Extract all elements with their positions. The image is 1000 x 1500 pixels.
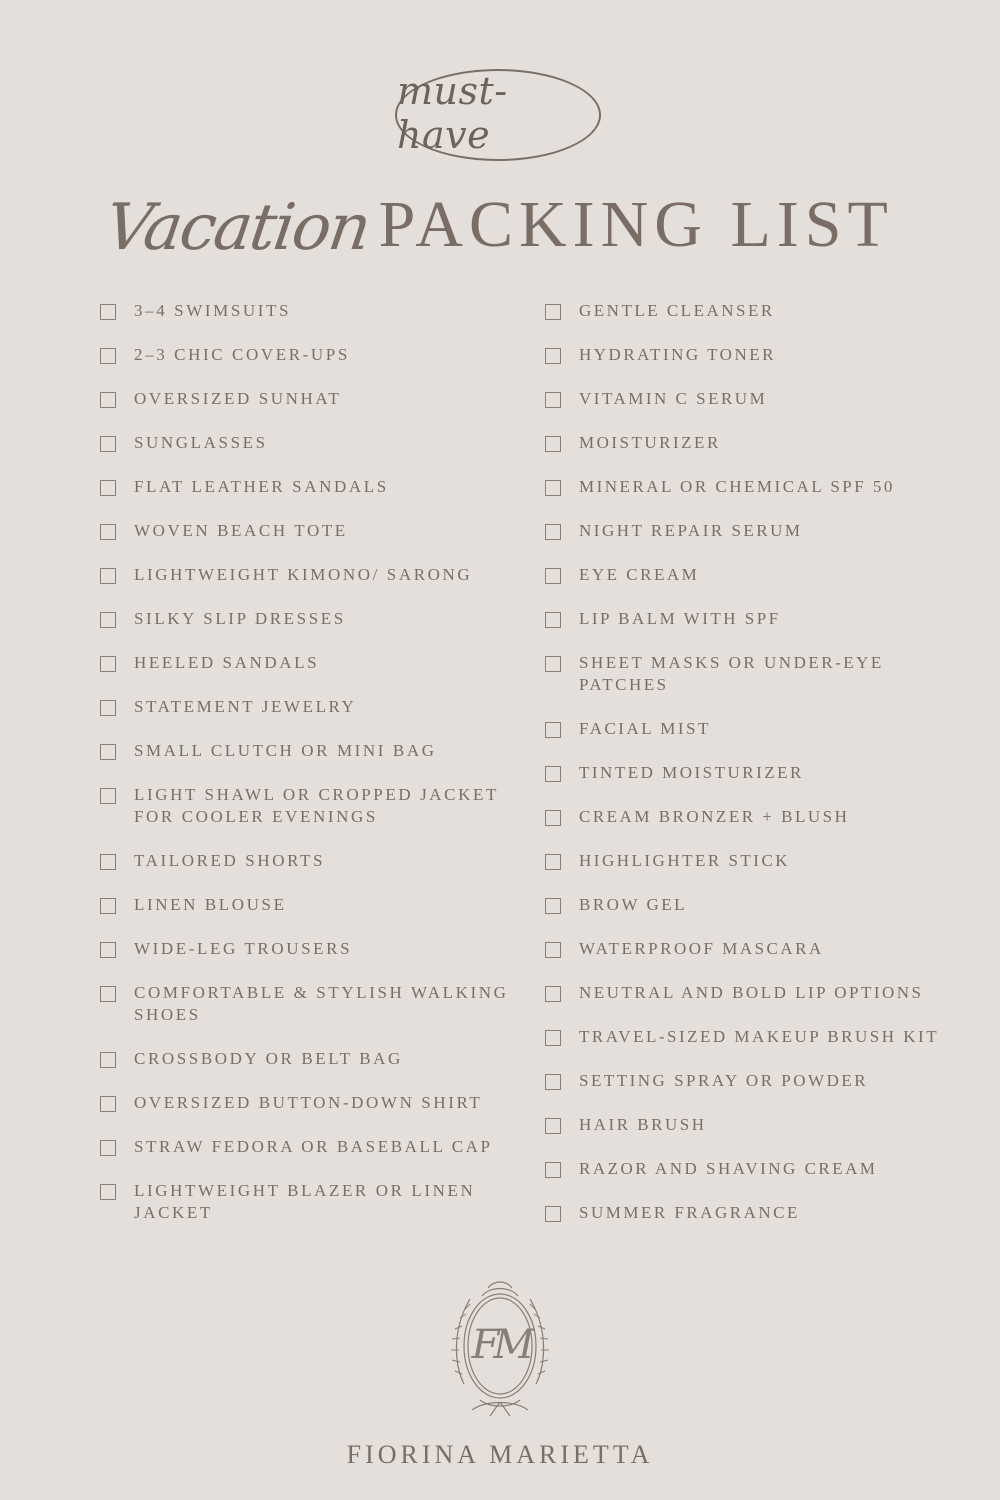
checkbox[interactable] bbox=[545, 348, 561, 364]
checklist-item bbox=[545, 762, 965, 784]
checkbox[interactable] bbox=[545, 436, 561, 452]
checklist-item bbox=[545, 1158, 965, 1180]
checkbox[interactable] bbox=[100, 986, 116, 1002]
page-title bbox=[0, 170, 1000, 265]
checklist-item bbox=[545, 432, 965, 454]
checklist-item-label: TAILORED SHORTS bbox=[134, 851, 326, 870]
checklist-item bbox=[100, 1092, 520, 1114]
checkbox[interactable] bbox=[100, 1140, 116, 1156]
checkbox[interactable] bbox=[545, 1030, 561, 1046]
checklist-item bbox=[100, 652, 520, 674]
checkbox[interactable] bbox=[100, 1096, 116, 1112]
checklist-item-label: NIGHT REPAIR SERUM bbox=[579, 521, 803, 540]
checklist-item-label: COMFORTABLE & STYLISH WALKING SHOES bbox=[134, 983, 509, 1024]
checklist-item-label: LIGHTWEIGHT KIMONO/ SARONG bbox=[134, 565, 473, 584]
checkbox[interactable] bbox=[100, 524, 116, 540]
brand-name: FIORINA MARIETTA bbox=[346, 1440, 654, 1469]
checkbox[interactable] bbox=[100, 612, 116, 628]
checkbox[interactable] bbox=[545, 392, 561, 408]
checklist-item bbox=[100, 1136, 520, 1158]
checklist-item-label: SHEET MASKS OR UNDER-EYE PATCHES bbox=[579, 653, 884, 694]
checkbox[interactable] bbox=[545, 942, 561, 958]
checklist-item-label: SILKY SLIP DRESSES bbox=[134, 609, 346, 628]
checklist-item-label: NEUTRAL AND BOLD LIP OPTIONS bbox=[579, 983, 924, 1002]
checklist-item bbox=[100, 608, 520, 630]
checklist-item-label: LIP BALM WITH SPF bbox=[579, 609, 781, 628]
title-script: Vacation bbox=[101, 191, 374, 265]
checklist-item bbox=[100, 938, 520, 960]
checkbox[interactable] bbox=[545, 612, 561, 628]
badge-text: must-have bbox=[397, 69, 508, 157]
checklist-item-label: LIGHT SHAWL OR CROPPED JACKET FOR COOLER EVENINGS bbox=[134, 785, 499, 826]
checklist-item-label: VITAMIN C SERUM bbox=[579, 389, 768, 408]
checkbox[interactable] bbox=[100, 480, 116, 496]
checklist-item-label: HAIR BRUSH bbox=[579, 1115, 707, 1134]
checkbox[interactable] bbox=[100, 744, 116, 760]
checklist-item-label: MOISTURIZER bbox=[579, 433, 721, 452]
checkbox[interactable] bbox=[545, 1162, 561, 1178]
checkbox[interactable] bbox=[100, 304, 116, 320]
checklist-item-label: LINEN BLOUSE bbox=[134, 895, 287, 914]
checklist-item bbox=[100, 300, 520, 322]
checklist-item-label: 2–3 CHIC COVER-UPS bbox=[134, 345, 350, 364]
checklist-item-label: HYDRATING TONER bbox=[579, 345, 776, 364]
checklist-item-label: OVERSIZED BUTTON-DOWN SHIRT bbox=[134, 1093, 483, 1112]
checkbox[interactable] bbox=[545, 480, 561, 496]
checklist-item-label: 3–4 SWIMSUITS bbox=[134, 301, 292, 320]
checklist-item-label: CREAM BRONZER + BLUSH bbox=[579, 807, 850, 826]
checklist-item bbox=[545, 1202, 965, 1224]
checklist-item bbox=[100, 1048, 520, 1070]
checkbox[interactable] bbox=[100, 700, 116, 716]
checkbox[interactable] bbox=[545, 986, 561, 1002]
checklist-item-label: WIDE-LEG TROUSERS bbox=[134, 939, 353, 958]
checklist-item-label: SUMMER FRAGRANCE bbox=[579, 1203, 800, 1222]
checklist-item-label: SETTING SPRAY OR POWDER bbox=[579, 1071, 869, 1090]
checklist-item bbox=[545, 1026, 965, 1048]
checklist-item bbox=[545, 344, 965, 366]
checkbox[interactable] bbox=[545, 1074, 561, 1090]
checklist-item bbox=[545, 476, 965, 498]
checklist-item bbox=[100, 344, 520, 366]
right-checklist bbox=[545, 300, 965, 1246]
checklist-item bbox=[545, 1070, 965, 1092]
checklist-item-label: STRAW FEDORA OR BASEBALL CAP bbox=[134, 1137, 493, 1156]
checkbox[interactable] bbox=[100, 656, 116, 672]
checkbox[interactable] bbox=[100, 854, 116, 870]
checkbox[interactable] bbox=[545, 766, 561, 782]
checklist-item bbox=[100, 1180, 520, 1224]
checkbox[interactable] bbox=[100, 436, 116, 452]
checklist-item bbox=[100, 388, 520, 410]
checkbox[interactable] bbox=[545, 656, 561, 672]
checklist-item bbox=[545, 300, 965, 322]
checklist-item-label: SMALL CLUTCH OR MINI BAG bbox=[134, 741, 437, 760]
checklist-item bbox=[100, 520, 520, 542]
checklist-item-label: HIGHLIGHTER STICK bbox=[579, 851, 791, 870]
checklist-item bbox=[100, 784, 520, 828]
checklist-item bbox=[545, 938, 965, 960]
checklist-item bbox=[100, 850, 520, 872]
checkbox[interactable] bbox=[545, 898, 561, 914]
checklist-item bbox=[545, 806, 965, 828]
checkbox[interactable] bbox=[545, 568, 561, 584]
checklist-item-label: HEELED SANDALS bbox=[134, 653, 320, 672]
checkbox[interactable] bbox=[100, 1052, 116, 1068]
checkbox[interactable] bbox=[545, 1118, 561, 1134]
left-checklist bbox=[100, 300, 520, 1246]
checklist-item bbox=[100, 696, 520, 718]
checklist-item bbox=[100, 982, 520, 1026]
monogram-logo bbox=[442, 1274, 558, 1424]
checklist-item-label: CROSSBODY OR BELT BAG bbox=[134, 1049, 403, 1068]
checklist-item bbox=[545, 1114, 965, 1136]
checkbox[interactable] bbox=[545, 1206, 561, 1222]
checklist-item-label: SUNGLASSES bbox=[134, 433, 268, 452]
checklist-item bbox=[545, 520, 965, 542]
checklist-item-label: STATEMENT JEWELRY bbox=[134, 697, 357, 716]
checklist-item bbox=[545, 982, 965, 1004]
checklist-item bbox=[100, 432, 520, 454]
checklist-item bbox=[100, 564, 520, 586]
checkbox[interactable] bbox=[545, 854, 561, 870]
checkbox[interactable] bbox=[100, 788, 116, 804]
checklist-item-label: WOVEN BEACH TOTE bbox=[134, 521, 348, 540]
checklist-item bbox=[545, 850, 965, 872]
checkbox[interactable] bbox=[100, 568, 116, 584]
checklist-item bbox=[545, 608, 965, 630]
checklist-item bbox=[100, 740, 520, 762]
checklist-item-label: FLAT LEATHER SANDALS bbox=[134, 477, 389, 496]
checklist-item bbox=[545, 564, 965, 586]
checklist-item-label: RAZOR AND SHAVING CREAM bbox=[579, 1159, 878, 1178]
title-caps: PACKING LIST bbox=[378, 188, 894, 261]
checklist-item bbox=[100, 476, 520, 498]
checkbox[interactable] bbox=[100, 898, 116, 914]
checklist-item bbox=[100, 894, 520, 916]
checklist-item-label: BROW GEL bbox=[579, 895, 687, 914]
monogram-letters: FM bbox=[471, 1322, 529, 1368]
checkbox[interactable] bbox=[100, 942, 116, 958]
checklist-item-label: EYE CREAM bbox=[579, 565, 700, 584]
checklist-item bbox=[545, 718, 965, 740]
checklist-item-label: MINERAL OR CHEMICAL SPF 50 bbox=[579, 477, 895, 496]
checklist-item-label: OVERSIZED SUNHAT bbox=[134, 389, 342, 408]
checkbox[interactable] bbox=[100, 392, 116, 408]
checkbox[interactable] bbox=[100, 1184, 116, 1200]
checklist-item-label: TRAVEL-SIZED MAKEUP BRUSH KIT bbox=[579, 1027, 940, 1046]
checkbox[interactable] bbox=[545, 722, 561, 738]
must-have-badge bbox=[395, 69, 601, 161]
checklist-item-label: LIGHTWEIGHT BLAZER OR LINEN JACKET bbox=[134, 1181, 476, 1222]
checklist-item-label: WATERPROOF MASCARA bbox=[579, 939, 824, 958]
checkbox[interactable] bbox=[545, 524, 561, 540]
checkbox[interactable] bbox=[545, 810, 561, 826]
checklist-item bbox=[545, 652, 965, 696]
checklist-item bbox=[545, 894, 965, 916]
checkbox[interactable] bbox=[545, 304, 561, 320]
checklist-item-label: GENTLE CLEANSER bbox=[579, 301, 775, 320]
checklist-item bbox=[545, 388, 965, 410]
checklist-item-label: FACIAL MIST bbox=[579, 719, 711, 738]
checklist-item-label: TINTED MOISTURIZER bbox=[579, 763, 804, 782]
checkbox[interactable] bbox=[100, 348, 116, 364]
